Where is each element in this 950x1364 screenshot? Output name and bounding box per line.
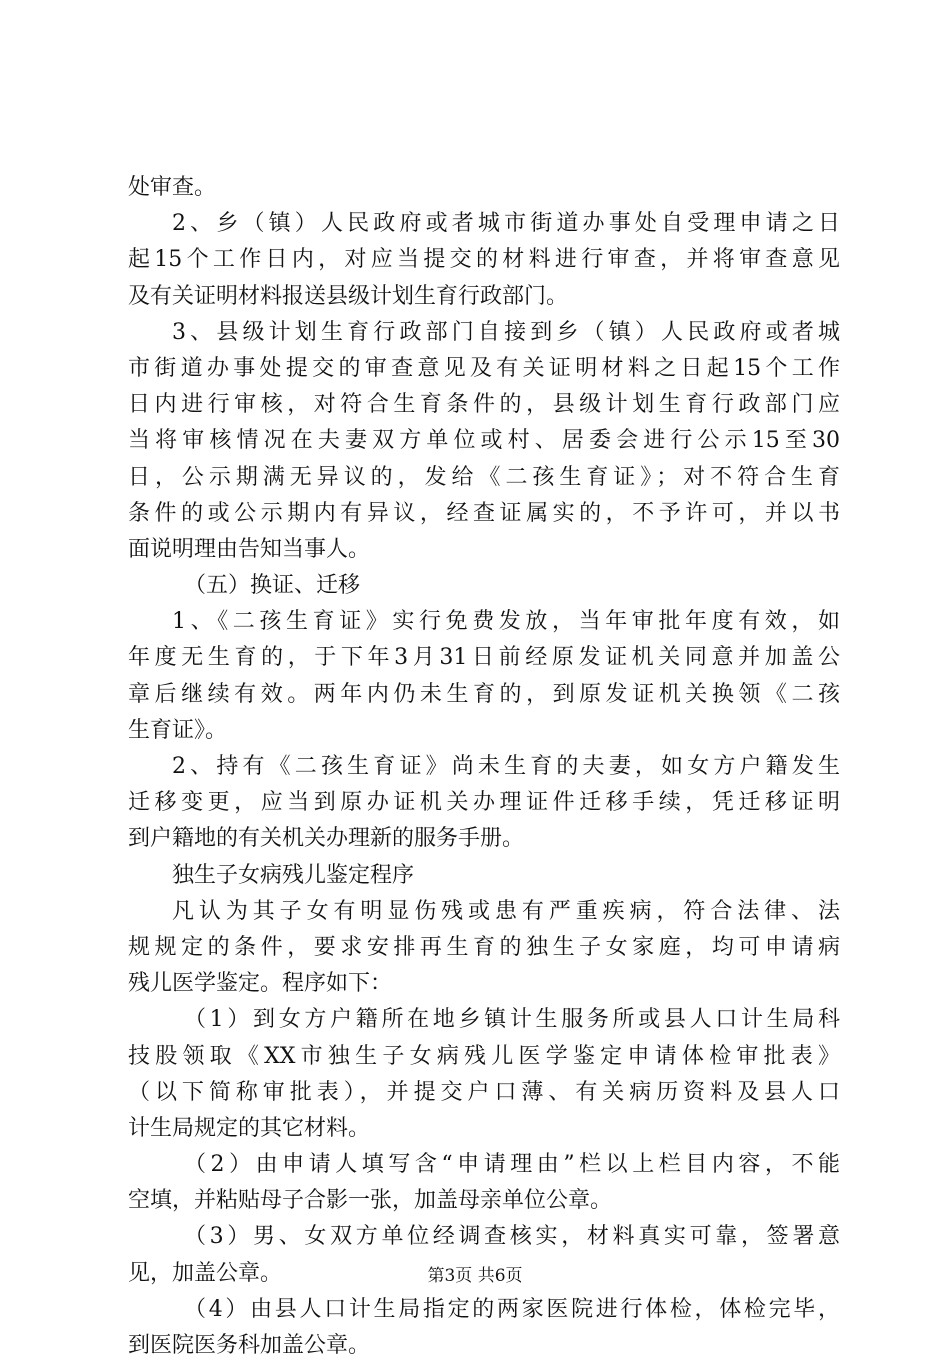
text-line: 见，加盖公章。: [128, 1260, 283, 1286]
text-line: 迁移变更，应当到原办证机关办理证件迁移手续，凭迁移证明: [128, 790, 840, 816]
text-line: 技股领取《XX市独生子女病残儿医学鉴定申请体检审批表》: [128, 1043, 840, 1069]
text-line: 凡认为其子女有明显伤残或患有严重疾病，符合法律、法: [172, 898, 840, 924]
text-line: （以下简称审批表），并提交户口薄、有关病历资料及县人口: [128, 1079, 840, 1105]
text-line: 当将审核情况在夫妻双方单位或村、居委会进行公示15至30: [128, 428, 840, 454]
text-line: 规规定的条件，要求安排再生育的独生子女家庭，均可申请病: [128, 934, 840, 960]
text-line: 章后继续有效。两年内仍未生育的，到原发证机关换领《二孩: [128, 681, 840, 707]
text-line: （4）由县人口计生局指定的两家医院进行体检，体检完毕，: [184, 1296, 840, 1322]
text-line: 市街道办事处提交的审查意见及有关证明材料之日起15个工作: [128, 355, 840, 381]
text-line: 日内进行审核，对符合生育条件的，县级计划生育行政部门应: [128, 392, 840, 418]
text-line: 到医院医务科加盖公章。: [128, 1333, 371, 1358]
text-line: 计生局规定的其它材料。: [128, 1115, 371, 1141]
section-heading: （五）换证、迁移: [184, 573, 361, 599]
text-line: 3、县级计划生育行政部门自接到乡（镇）人民政府或者城: [172, 319, 840, 345]
text-line: 面说明理由告知当事人。: [128, 536, 371, 562]
text-line: 1、《二孩生育证》实行免费发放，当年审批年度有效，如: [172, 609, 840, 635]
text-line: 空填，并粘贴母子合影一张，加盖母亲单位公章。: [128, 1188, 613, 1214]
text-line: 生育证》。: [128, 717, 228, 743]
text-line: 年度无生育的，于下年3月31日前经原发证机关同意并加盖公: [128, 645, 840, 671]
text-line: 起15个工作日内，对应当提交的材料进行审查，并将审查意见: [128, 247, 840, 273]
text-line: 及有关证明材料报送县级计划生育行政部门。: [128, 283, 569, 309]
text-line: （3）男、女双方单位经调查核实，材料真实可靠，签署意: [184, 1224, 840, 1250]
page-number: 第3页 共6页: [427, 1266, 523, 1286]
text-line: 日，公示期满无异议的，发给《二孩生育证》；对不符合生育: [128, 464, 840, 490]
text-line: 2、乡（镇）人民政府或者城市街道办事处自受理申请之日: [172, 211, 840, 237]
document-body: [128, 170, 840, 1364]
text-line: 到户籍地的有关机关办理新的服务手册。: [128, 826, 525, 852]
text-line: （1）到女方户籍所在地乡镇计生服务所或县人口计生局科: [184, 1007, 840, 1033]
text-line: 残儿医学鉴定。程序如下：: [128, 971, 393, 997]
text-line: 处审查。: [128, 175, 217, 200]
text-line: （2）由申请人填写含“申请理由”栏以上栏目内容，不能: [184, 1152, 840, 1178]
text-line: 条件的或公示期内有异议，经查证属实的，不予许可，并以书: [128, 500, 840, 526]
text-line: 2、持有《二孩生育证》尚未生育的夫妻，如女方户籍发生: [172, 754, 840, 779]
section-heading: 独生子女病残儿鉴定程序: [172, 862, 415, 888]
